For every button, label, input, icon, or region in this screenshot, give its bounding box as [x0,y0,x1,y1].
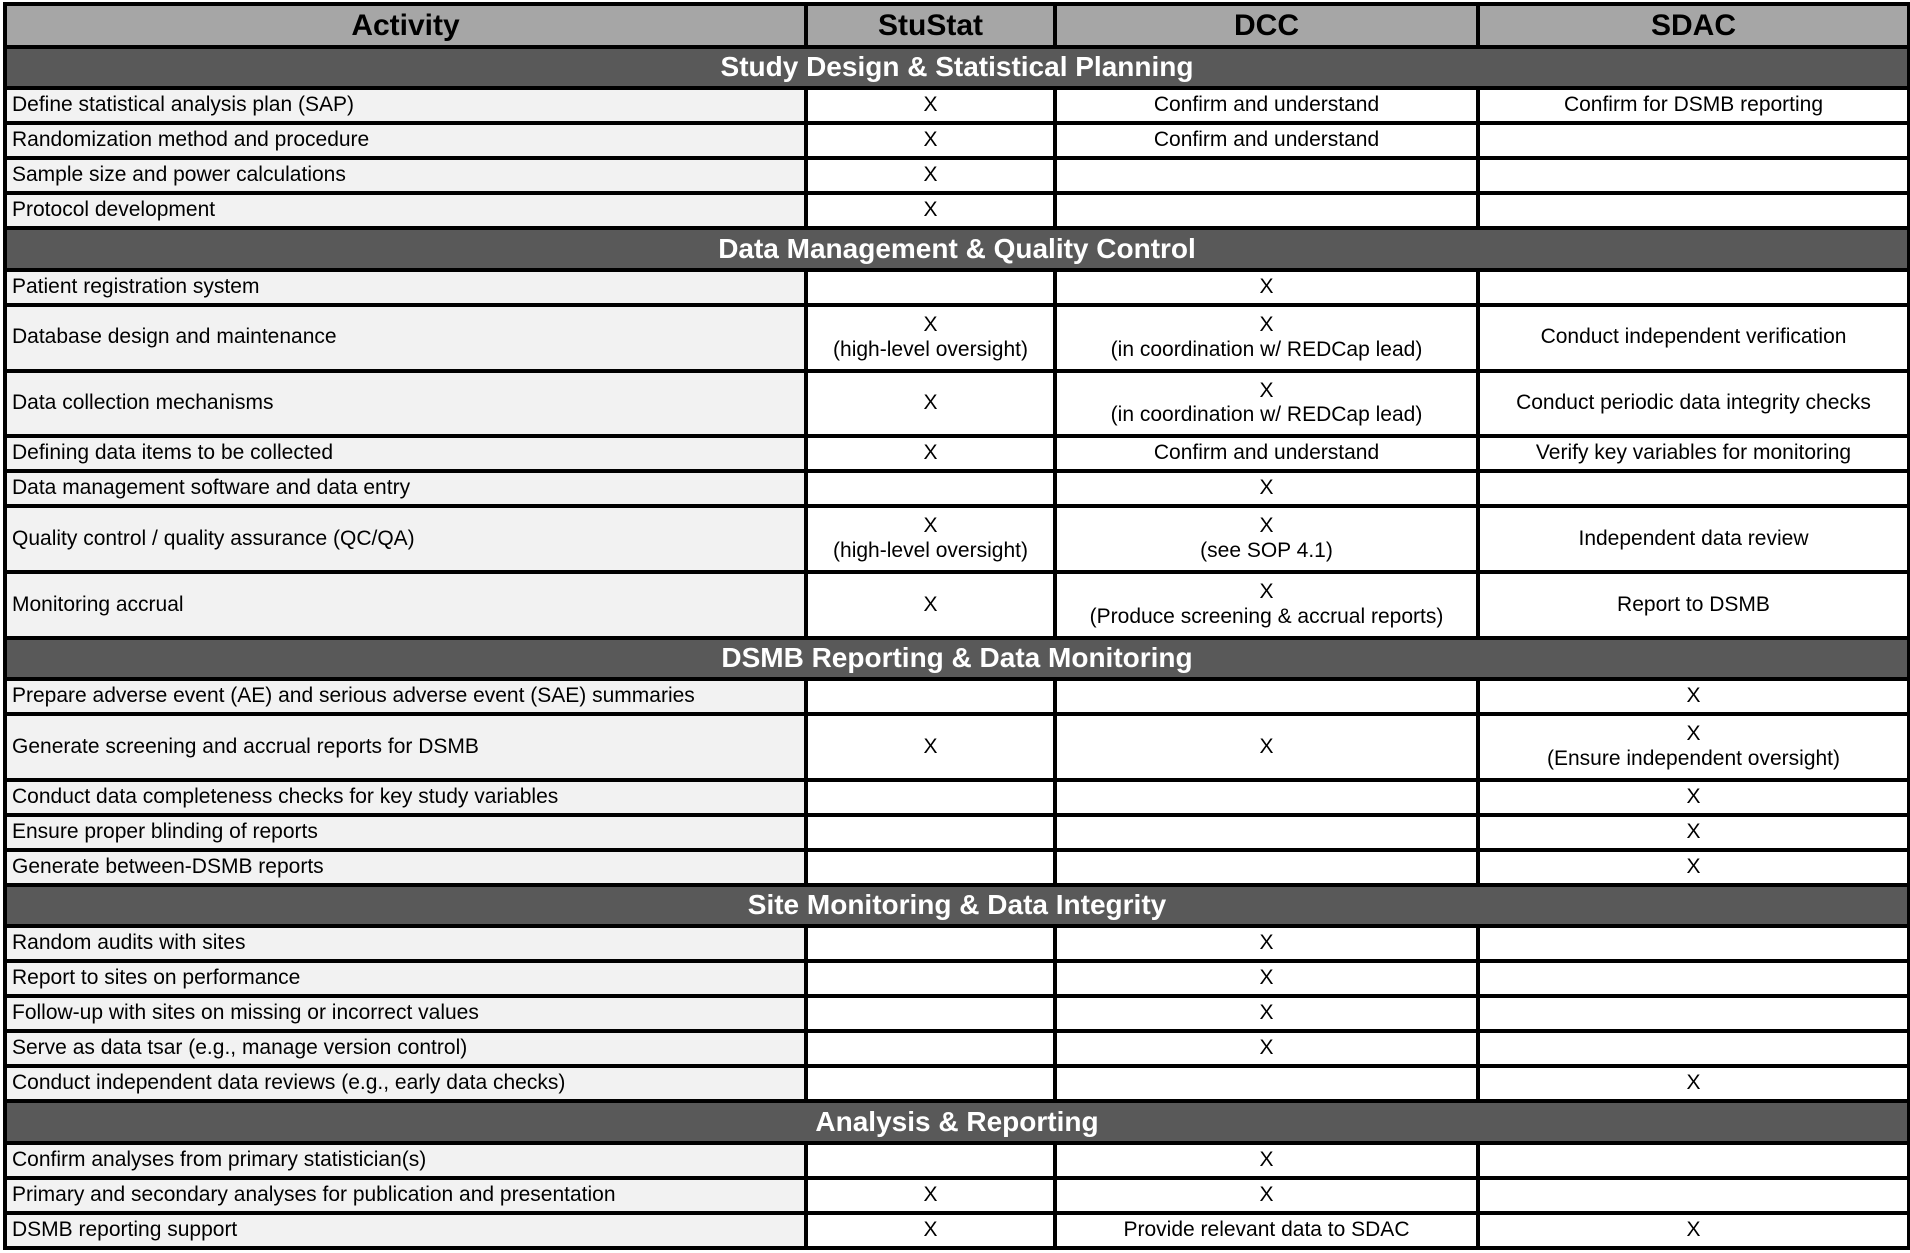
table-row [5,158,1909,193]
activity-cell: Generate between-DSMB reports [5,850,806,885]
table-row [5,270,1909,305]
responsibility-table [3,2,1910,1250]
sdac-cell [1478,471,1909,506]
dcc-cell [1055,123,1478,158]
stustat-cell [806,305,1055,371]
sdac-cell-line: Conduct periodic data integrity checks [1516,391,1871,415]
stustat-cell [806,88,1055,123]
stustat-cell-line: (high-level oversight) [833,539,1028,563]
sdac-cell-line: Report to DSMB [1617,592,1770,616]
dcc-cell [1055,815,1478,850]
dcc-cell [1055,714,1478,780]
stustat-cell [806,714,1055,780]
activity-cell: Primary and secondary analyses for publication and presentation [5,1178,806,1213]
stustat-cell [806,436,1055,471]
table-row [5,996,1909,1031]
activity-cell: Defining data items to be collected [5,436,806,471]
dcc-cell [1055,780,1478,815]
table-row [5,1143,1909,1178]
stustat-cell-line: X [923,734,938,758]
dcc-cell [1055,270,1478,305]
dcc-cell [1055,471,1478,506]
dcc-cell-line: X [1259,931,1274,955]
dcc-cell [1055,193,1478,228]
table-row [5,436,1909,471]
activity-cell: Data management software and data entry [5,471,806,506]
section-row [5,47,1909,88]
stustat-cell [806,1143,1055,1178]
sdac-cell-line: X [1686,820,1701,844]
stustat-cell [806,371,1055,437]
stustat-cell [806,815,1055,850]
sdac-cell [1478,88,1909,123]
activity-cell: Randomization method and procedure [5,123,806,158]
dcc-cell-line: X [1259,378,1274,402]
activity-cell: Conduct data completeness checks for key study variables [5,780,806,815]
activity-cell: Serve as data tsar (e.g., manage version control) [5,1031,806,1066]
dcc-cell-line: X [1259,734,1274,758]
sdac-cell-line: X [1686,684,1701,708]
activity-cell: Generate screening and accrual reports for DSMB [5,714,806,780]
sdac-cell-line: Conduct independent verification [1540,325,1847,349]
dcc-cell [1055,572,1478,638]
activity-cell: Conduct independent data reviews (e.g., early data checks) [5,1066,806,1101]
section-title: Study Design & Statistical Planning [5,47,1909,88]
sdac-cell [1478,815,1909,850]
sdac-cell [1478,1178,1909,1213]
sdac-cell [1478,926,1909,961]
dcc-cell-line: X [1259,312,1274,336]
dcc-cell [1055,996,1478,1031]
sdac-cell [1478,305,1909,371]
stustat-cell-line: X [923,1182,938,1206]
stustat-cell [806,506,1055,572]
activity-cell: Define statistical analysis plan (SAP) [5,88,806,123]
stustat-cell [806,572,1055,638]
table-row [5,305,1909,371]
dcc-cell [1055,679,1478,714]
stustat-cell-line: X [923,1217,938,1241]
table-row [5,1213,1909,1248]
stustat-cell [806,270,1055,305]
stustat-cell [806,158,1055,193]
table-row [5,1066,1909,1101]
stustat-cell [806,193,1055,228]
sdac-cell [1478,371,1909,437]
dcc-cell-line: (see SOP 4.1) [1200,539,1333,563]
dcc-cell [1055,1066,1478,1101]
table-row [5,506,1909,572]
table-row [5,926,1909,961]
sdac-cell [1478,193,1909,228]
activity-cell: Follow-up with sites on missing or incorrect values [5,996,806,1031]
header-activity: Activity [5,4,806,47]
sdac-cell [1478,679,1909,714]
activity-cell: Database design and maintenance [5,305,806,371]
dcc-cell-line: Confirm and understand [1153,93,1380,117]
section-row [5,1101,1909,1142]
activity-cell: Prepare adverse event (AE) and serious adverse event (SAE) summaries [5,679,806,714]
dcc-cell [1055,850,1478,885]
dcc-cell [1055,1031,1478,1066]
stustat-cell-line: X [923,391,938,415]
dcc-cell-line: X [1259,580,1274,604]
table-row [5,780,1909,815]
sdac-cell-line: X [1686,1217,1701,1241]
dcc-cell-line: Confirm and understand [1153,441,1380,465]
activity-cell: Data collection mechanisms [5,371,806,437]
table-row [5,88,1909,123]
dcc-cell [1055,158,1478,193]
section-title: DSMB Reporting & Data Monitoring [5,638,1909,679]
table-row [5,815,1909,850]
stustat-cell [806,1066,1055,1101]
section-title: Site Monitoring & Data Integrity [5,885,1909,926]
table-row [5,1178,1909,1213]
stustat-cell [806,471,1055,506]
dcc-cell [1055,436,1478,471]
stustat-cell [806,780,1055,815]
sdac-cell-line: X [1686,855,1701,879]
sdac-cell [1478,506,1909,572]
header-sdac: SDAC [1478,4,1909,47]
sdac-cell-line: X [1686,722,1701,746]
dcc-cell [1055,305,1478,371]
activity-cell: DSMB reporting support [5,1213,806,1248]
dcc-cell [1055,371,1478,437]
stustat-cell-line: X [923,312,938,336]
dcc-cell [1055,961,1478,996]
table-row [5,371,1909,437]
dcc-cell-line: X [1259,1182,1274,1206]
header-dcc: DCC [1055,4,1478,47]
section-row [5,638,1909,679]
stustat-cell [806,679,1055,714]
stustat-cell-line: X [923,128,938,152]
dcc-cell-line: X [1259,1147,1274,1171]
dcc-cell-line: X [1259,476,1274,500]
sdac-cell [1478,996,1909,1031]
dcc-cell-line: X [1259,966,1274,990]
table-row [5,123,1909,158]
stustat-cell-line: X [923,198,938,222]
stustat-cell [806,961,1055,996]
stustat-cell [806,1213,1055,1248]
table-row [5,193,1909,228]
section-title: Data Management & Quality Control [5,228,1909,269]
stustat-cell [806,1178,1055,1213]
dcc-cell-line: X [1259,514,1274,538]
dcc-cell-line: (in coordination w/ REDCap lead) [1110,403,1423,427]
sdac-cell-line: (Ensure independent oversight) [1546,747,1840,771]
sdac-cell [1478,714,1909,780]
sdac-cell-line: Confirm for DSMB reporting [1563,93,1824,117]
sdac-cell [1478,572,1909,638]
section-row [5,885,1909,926]
sdac-cell [1478,436,1909,471]
table-body [5,47,1909,1248]
sdac-cell-line: X [1686,1071,1701,1095]
header-row [5,4,1909,47]
stustat-cell-line: X [923,163,938,187]
stustat-cell-line: X [923,93,938,117]
sdac-cell-line: Independent data review [1578,526,1809,550]
activity-cell: Monitoring accrual [5,572,806,638]
stustat-cell-line: X [923,592,938,616]
activity-cell: Protocol development [5,193,806,228]
dcc-cell [1055,506,1478,572]
section-row [5,228,1909,269]
activity-cell: Ensure proper blinding of reports [5,815,806,850]
stustat-cell-line: (high-level oversight) [833,337,1028,361]
sdac-cell [1478,961,1909,996]
dcc-cell-line: Provide relevant data to SDAC [1123,1217,1410,1241]
activity-cell: Confirm analyses from primary statistician(s) [5,1143,806,1178]
sdac-cell-line: Verify key variables for monitoring [1535,441,1852,465]
activity-cell: Random audits with sites [5,926,806,961]
sdac-cell [1478,780,1909,815]
stustat-cell-line: X [923,514,938,538]
activity-cell: Patient registration system [5,270,806,305]
dcc-cell-line: X [1259,274,1274,298]
activity-cell: Quality control / quality assurance (QC/QA) [5,506,806,572]
dcc-cell [1055,1213,1478,1248]
activity-cell: Report to sites on performance [5,961,806,996]
dcc-cell [1055,88,1478,123]
dcc-cell-line: Confirm and understand [1153,128,1380,152]
sdac-cell [1478,123,1909,158]
table-row [5,850,1909,885]
dcc-cell [1055,1178,1478,1213]
dcc-cell [1055,926,1478,961]
stustat-cell [806,123,1055,158]
stustat-cell-line: X [923,441,938,465]
table-row [5,714,1909,780]
stustat-cell [806,926,1055,961]
dcc-cell [1055,1143,1478,1178]
dcc-cell-line: X [1259,1036,1274,1060]
table-row [5,471,1909,506]
table-row [5,679,1909,714]
sdac-cell [1478,1213,1909,1248]
dcc-cell-line: X [1259,1001,1274,1025]
sdac-cell [1478,1143,1909,1178]
table-row [5,961,1909,996]
sdac-cell [1478,158,1909,193]
sdac-cell [1478,270,1909,305]
table-row [5,1031,1909,1066]
section-title: Analysis & Reporting [5,1101,1909,1142]
dcc-cell-line: (in coordination w/ REDCap lead) [1110,337,1423,361]
dcc-cell-line: (Produce screening & accrual reports) [1089,604,1444,628]
stustat-cell [806,1031,1055,1066]
sdac-cell [1478,1031,1909,1066]
stustat-cell [806,850,1055,885]
stustat-cell [806,996,1055,1031]
sdac-cell [1478,1066,1909,1101]
activity-cell: Sample size and power calculations [5,158,806,193]
sdac-cell-line: X [1686,785,1701,809]
table-row [5,572,1909,638]
header-stustat: StuStat [806,4,1055,47]
sdac-cell [1478,850,1909,885]
